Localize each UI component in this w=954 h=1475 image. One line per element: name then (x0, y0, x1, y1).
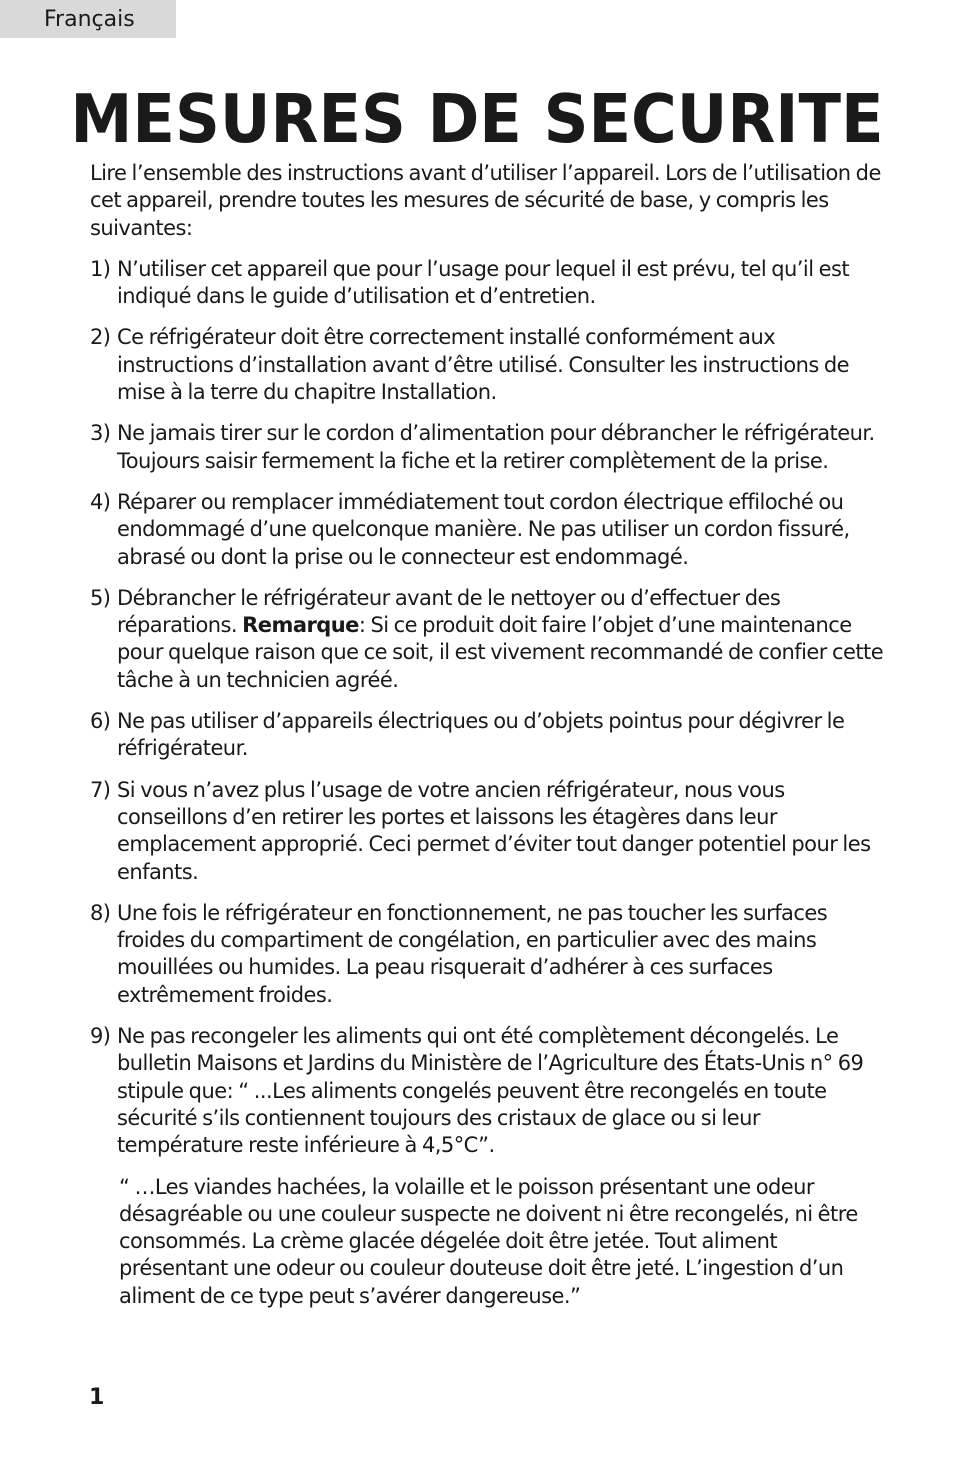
remark-label: Remarque (242, 613, 359, 638)
intro-paragraph: Lire l’ensemble des instructions avant d’utiliser l’appareil. Lors de l’utilisation de cet appareil, prendre toutes les mesures de sécurité de base, y compris les suivantes: (90, 161, 881, 240)
item-number: 7) (90, 777, 111, 802)
list-item (90, 324, 890, 406)
item-text: Ne pas utiliser d’appareils électriques ou d’objets pointus pour dégivrer le réfrigérateur. (117, 709, 845, 761)
list-item (90, 256, 890, 311)
item-number: 6) (90, 709, 111, 734)
item-number: 9) (90, 1024, 111, 1049)
item-text: Ne pas recongeler les aliments qui ont été complètement décongelés. Le bulletin Maisons et Jardins du Ministère de l’Agriculture des États-Unis n° 69 stipule que: “ ...Les aliments congelés peuvent être recongelés en toute sécurité s’ils contiennent toujours des cristaux de glace ou si leur température reste inférieure à 4,5°C”. (117, 1024, 864, 1158)
list-item (90, 585, 890, 694)
item-number: 2) (90, 325, 111, 350)
safety-list (90, 256, 890, 1160)
item-number: 8) (90, 900, 111, 925)
page-number: 1 (89, 1385, 105, 1410)
safety-content (90, 160, 890, 1310)
item-number: 3) (90, 421, 111, 446)
item-text-before: Débrancher le réfrigérateur avant de le nettoyer ou d’effectuer des réparations. (117, 585, 781, 638)
list-item (90, 489, 890, 571)
item-text: Une fois le réfrigérateur en fonctionnement, ne pas toucher les surfaces froides du compartiment de congélation, en particulier avec des mains mouillées ou humides. La peau risquerait d’adhérer à ces surfaces extrêmement froides. (117, 900, 828, 1007)
item-number: 5) (90, 585, 111, 610)
list-item (90, 420, 890, 475)
quote-paragraph: “ …Les viandes hachées, la volaille et le poisson présentant une odeur désagréable ou une couleur suspecte ne doivent ni être recongelés, ni être consommés. La crème glacée dégelée doit être jetée. Tout aliment présentant une odeur ou couleur douteuse doit être jeté. L’ingestion d’un aliment de ce type peut s’avérer dangereuse.” (119, 1174, 858, 1308)
list-item (90, 900, 890, 1009)
item-text: Ce réfrigérateur doit être correctement installé conformément aux instructions d’installation avant d’être utilisé. Consulter les instructions de mise à la terre du chapitre Installation. (117, 325, 850, 405)
list-item (90, 1023, 890, 1159)
item-text: Ne jamais tirer sur le cordon d’alimentation pour débrancher le réfrigérateur. Toujours saisir fermement la fiche et la retirer complètement de la prise. (117, 421, 875, 473)
list-item (90, 777, 890, 886)
item-text (117, 585, 890, 694)
item-text: Si vous n’avez plus l’usage de votre ancien réfrigérateur, nous vous conseillons d’en retirer les portes et laissons les étagères dans leur emplacement approprié. Ceci permet d’éviter tout danger potentiel pour les enfants. (117, 777, 871, 884)
item-text: N’utiliser cet appareil que pour l’usage pour lequel il est prévu, tel qu’il est indiqué dans le guide d’utilisation et d’entretien. (117, 256, 850, 309)
item-number: 1) (90, 256, 111, 281)
language-tab (0, 0, 176, 38)
item-number: 4) (90, 489, 111, 514)
language-label: Français (44, 7, 135, 32)
item-text: Réparer ou remplacer immédiatement tout cordon électrique effiloché ou endommagé d’une quelconque manière. Ne pas utiliser un cordon fissuré, abrasé ou dont la prise ou le connecteur est endommagé. (117, 489, 850, 569)
item-text-after: : Si ce produit doit faire l’objet d’une maintenance pour quelque raison que ce soit, il est vivement recommandé de confier cette tâche à un technicien agréé. (117, 613, 884, 692)
page-title: MESURES DE SECURITE (70, 80, 884, 158)
list-item (90, 708, 890, 763)
